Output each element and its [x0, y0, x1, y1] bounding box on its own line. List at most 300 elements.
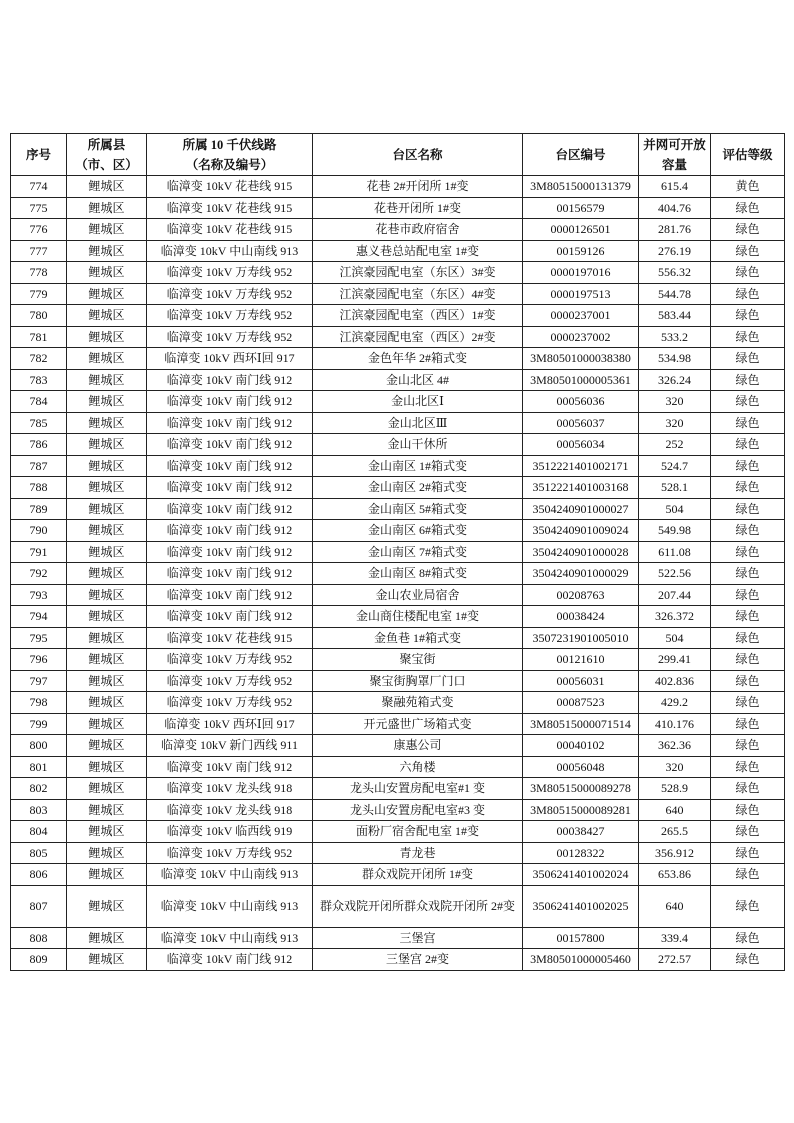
cell-area-name: 金山商住楼配电室 1#变 — [313, 606, 523, 628]
cell-line: 临漳变 10kV 南门线 912 — [147, 434, 313, 456]
cell-county: 鲤城区 — [67, 305, 147, 327]
cell-capacity: 272.57 — [639, 949, 711, 971]
header-area-code: 台区编号 — [523, 134, 639, 176]
cell-seq: 781 — [11, 326, 67, 348]
cell-area-code: 3M80501000038380 — [523, 348, 639, 370]
cell-seq: 777 — [11, 240, 67, 262]
cell-county: 鲤城区 — [67, 885, 147, 927]
cell-line: 临漳变 10kV 南门线 912 — [147, 412, 313, 434]
header-area-name: 台区名称 — [313, 134, 523, 176]
cell-area-code: 00121610 — [523, 649, 639, 671]
cell-grade: 绿色 — [711, 520, 785, 542]
cell-area-name: 江滨豪园配电室（东区）3#变 — [313, 262, 523, 284]
cell-seq: 780 — [11, 305, 67, 327]
cell-line: 临漳变 10kV 新门西线 911 — [147, 735, 313, 757]
table-row — [11, 842, 785, 864]
cell-area-code: 3M80515000089278 — [523, 778, 639, 800]
cell-seq: 776 — [11, 219, 67, 241]
cell-grade: 绿色 — [711, 240, 785, 262]
cell-area-name: 花巷开闭所 1#变 — [313, 197, 523, 219]
table-row — [11, 627, 785, 649]
cell-capacity: 326.372 — [639, 606, 711, 628]
cell-area-code: 00128322 — [523, 842, 639, 864]
table-row — [11, 369, 785, 391]
cell-area-name: 龙头山安置房配电室#3 变 — [313, 799, 523, 821]
cell-grade: 绿色 — [711, 219, 785, 241]
cell-area-name: 聚宝街 — [313, 649, 523, 671]
cell-grade: 绿色 — [711, 477, 785, 499]
header-county-l2: （市、区） — [75, 157, 138, 172]
cell-line: 临漳变 10kV 万寿线 952 — [147, 670, 313, 692]
cell-grade: 绿色 — [711, 627, 785, 649]
table-row — [11, 412, 785, 434]
cell-county: 鲤城区 — [67, 176, 147, 198]
table-row — [11, 670, 785, 692]
cell-grade: 绿色 — [711, 412, 785, 434]
cell-capacity: 522.56 — [639, 563, 711, 585]
cell-capacity: 640 — [639, 799, 711, 821]
cell-grade: 绿色 — [711, 262, 785, 284]
cell-seq: 802 — [11, 778, 67, 800]
cell-area-code: 3504240901000027 — [523, 498, 639, 520]
cell-county: 鲤城区 — [67, 713, 147, 735]
cell-seq: 800 — [11, 735, 67, 757]
cell-capacity: 265.5 — [639, 821, 711, 843]
cell-county: 鲤城区 — [67, 949, 147, 971]
cell-seq: 785 — [11, 412, 67, 434]
cell-area-name: 金山南区 6#箱式变 — [313, 520, 523, 542]
cell-county: 鲤城区 — [67, 584, 147, 606]
cell-area-name: 金山农业局宿舍 — [313, 584, 523, 606]
cell-area-name: 花巷市政府宿舍 — [313, 219, 523, 241]
cell-area-code: 00040102 — [523, 735, 639, 757]
cell-line: 临漳变 10kV 万寿线 952 — [147, 649, 313, 671]
cell-grade: 绿色 — [711, 949, 785, 971]
cell-seq: 792 — [11, 563, 67, 585]
header-line-l1: 所属 10 千伏线路 — [182, 137, 277, 152]
cell-seq: 805 — [11, 842, 67, 864]
table-row — [11, 649, 785, 671]
cell-capacity: 504 — [639, 498, 711, 520]
cell-line: 临漳变 10kV 南门线 912 — [147, 391, 313, 413]
cell-grade: 绿色 — [711, 670, 785, 692]
cell-capacity: 653.86 — [639, 864, 711, 886]
table-body — [11, 176, 785, 971]
cell-line: 临漳变 10kV 南门线 912 — [147, 756, 313, 778]
cell-county: 鲤城区 — [67, 262, 147, 284]
header-row — [11, 134, 785, 176]
cell-area-code: 0000237001 — [523, 305, 639, 327]
cell-seq: 775 — [11, 197, 67, 219]
cell-area-code: 00157800 — [523, 927, 639, 949]
cell-county: 鲤城区 — [67, 369, 147, 391]
cell-line: 临漳变 10kV 南门线 912 — [147, 584, 313, 606]
cell-county: 鲤城区 — [67, 756, 147, 778]
cell-county: 鲤城区 — [67, 606, 147, 628]
cell-seq: 806 — [11, 864, 67, 886]
table-row — [11, 520, 785, 542]
cell-line: 临漳变 10kV 南门线 912 — [147, 477, 313, 499]
cell-seq: 787 — [11, 455, 67, 477]
table-row — [11, 606, 785, 628]
cell-grade: 绿色 — [711, 649, 785, 671]
cell-line: 临漳变 10kV 南门线 912 — [147, 949, 313, 971]
cell-capacity: 640 — [639, 885, 711, 927]
cell-capacity: 410.176 — [639, 713, 711, 735]
cell-area-name: 金山南区 8#箱式变 — [313, 563, 523, 585]
cell-capacity: 299.41 — [639, 649, 711, 671]
cell-capacity: 556.32 — [639, 262, 711, 284]
cell-capacity: 504 — [639, 627, 711, 649]
cell-capacity: 549.98 — [639, 520, 711, 542]
cell-area-name: 金山南区 5#箱式变 — [313, 498, 523, 520]
table-row — [11, 799, 785, 821]
cell-area-name: 群众戏院开闭所群众戏院开闭所 2#变 — [313, 885, 523, 927]
cell-line: 临漳变 10kV 中山南线 913 — [147, 927, 313, 949]
cell-area-code: 3M80515000089281 — [523, 799, 639, 821]
cell-line: 临漳变 10kV 南门线 912 — [147, 520, 313, 542]
cell-area-code: 00056036 — [523, 391, 639, 413]
cell-county: 鲤城区 — [67, 692, 147, 714]
cell-grade: 绿色 — [711, 455, 785, 477]
cell-county: 鲤城区 — [67, 283, 147, 305]
cell-seq: 801 — [11, 756, 67, 778]
cell-area-code: 00056048 — [523, 756, 639, 778]
cell-capacity: 583.44 — [639, 305, 711, 327]
cell-county: 鲤城区 — [67, 927, 147, 949]
cell-capacity: 611.08 — [639, 541, 711, 563]
cell-capacity: 362.36 — [639, 735, 711, 757]
cell-seq: 779 — [11, 283, 67, 305]
cell-capacity: 534.98 — [639, 348, 711, 370]
cell-area-code: 3506241401002025 — [523, 885, 639, 927]
cell-grade: 绿色 — [711, 778, 785, 800]
table-row — [11, 821, 785, 843]
table-row — [11, 262, 785, 284]
cell-area-name: 康惠公司 — [313, 735, 523, 757]
table-row — [11, 197, 785, 219]
cell-area-code: 0000237002 — [523, 326, 639, 348]
table-row — [11, 927, 785, 949]
cell-capacity: 528.9 — [639, 778, 711, 800]
cell-grade: 绿色 — [711, 735, 785, 757]
cell-area-name: 江滨豪园配电室（西区）2#变 — [313, 326, 523, 348]
cell-area-code: 3M80515000071514 — [523, 713, 639, 735]
cell-grade: 绿色 — [711, 821, 785, 843]
cell-grade: 绿色 — [711, 885, 785, 927]
cell-area-name: 金山南区 2#箱式变 — [313, 477, 523, 499]
cell-area-name: 金鱼巷 1#箱式变 — [313, 627, 523, 649]
cell-seq: 778 — [11, 262, 67, 284]
table-row — [11, 219, 785, 241]
cell-area-name: 六角楼 — [313, 756, 523, 778]
cell-seq: 784 — [11, 391, 67, 413]
table-row — [11, 326, 785, 348]
cell-capacity: 320 — [639, 412, 711, 434]
cell-capacity: 320 — [639, 391, 711, 413]
cell-grade: 绿色 — [711, 305, 785, 327]
cell-seq: 774 — [11, 176, 67, 198]
cell-capacity: 524.7 — [639, 455, 711, 477]
cell-seq: 796 — [11, 649, 67, 671]
cell-area-code: 3504240901000029 — [523, 563, 639, 585]
cell-grade: 绿色 — [711, 498, 785, 520]
cell-line: 临漳变 10kV 万寿线 952 — [147, 305, 313, 327]
cell-line: 临漳变 10kV 万寿线 952 — [147, 326, 313, 348]
cell-area-code: 3M80501000005460 — [523, 949, 639, 971]
cell-capacity: 276.19 — [639, 240, 711, 262]
cell-area-code: 3M80501000005361 — [523, 369, 639, 391]
cell-capacity: 404.76 — [639, 197, 711, 219]
header-capacity-l1: 并网可开放 — [643, 137, 706, 152]
cell-capacity: 320 — [639, 756, 711, 778]
cell-line: 临漳变 10kV 南门线 912 — [147, 606, 313, 628]
cell-line: 临漳变 10kV 龙头线 918 — [147, 799, 313, 821]
cell-seq: 786 — [11, 434, 67, 456]
table-row — [11, 434, 785, 456]
capacity-table — [10, 133, 785, 971]
table-row — [11, 713, 785, 735]
cell-grade: 绿色 — [711, 434, 785, 456]
cell-line: 临漳变 10kV 南门线 912 — [147, 498, 313, 520]
cell-grade: 绿色 — [711, 584, 785, 606]
table-row — [11, 391, 785, 413]
cell-area-code: 3M80515000131379 — [523, 176, 639, 198]
table-row — [11, 455, 785, 477]
cell-area-code: 00208763 — [523, 584, 639, 606]
cell-area-name: 三堡宫 — [313, 927, 523, 949]
table-row — [11, 283, 785, 305]
cell-grade: 绿色 — [711, 326, 785, 348]
cell-seq: 808 — [11, 927, 67, 949]
header-capacity-l2: 容量 — [661, 157, 687, 172]
table-row — [11, 305, 785, 327]
table-row — [11, 692, 785, 714]
cell-capacity: 544.78 — [639, 283, 711, 305]
cell-grade: 绿色 — [711, 756, 785, 778]
cell-capacity: 533.2 — [639, 326, 711, 348]
cell-line: 临漳变 10kV 中山南线 913 — [147, 885, 313, 927]
cell-area-code: 0000126501 — [523, 219, 639, 241]
cell-area-name: 群众戏院开闭所 1#变 — [313, 864, 523, 886]
cell-county: 鲤城区 — [67, 520, 147, 542]
cell-capacity: 252 — [639, 434, 711, 456]
cell-area-name: 江滨豪园配电室（西区）1#变 — [313, 305, 523, 327]
cell-area-name: 惠义巷总站配电室 1#变 — [313, 240, 523, 262]
cell-seq: 797 — [11, 670, 67, 692]
cell-county: 鲤城区 — [67, 498, 147, 520]
cell-county: 鲤城区 — [67, 649, 147, 671]
table-row — [11, 885, 785, 927]
cell-area-name: 青龙巷 — [313, 842, 523, 864]
cell-area-code: 3506241401002024 — [523, 864, 639, 886]
table-row — [11, 498, 785, 520]
cell-county: 鲤城区 — [67, 778, 147, 800]
cell-seq: 794 — [11, 606, 67, 628]
cell-grade: 绿色 — [711, 799, 785, 821]
cell-seq: 804 — [11, 821, 67, 843]
header-seq: 序号 — [11, 134, 67, 176]
cell-capacity: 326.24 — [639, 369, 711, 391]
header-grade: 评估等级 — [711, 134, 785, 176]
cell-area-code: 00038427 — [523, 821, 639, 843]
cell-line: 临漳变 10kV 南门线 912 — [147, 541, 313, 563]
cell-county: 鲤城区 — [67, 219, 147, 241]
cell-area-name: 金山南区 1#箱式变 — [313, 455, 523, 477]
cell-county: 鲤城区 — [67, 240, 147, 262]
cell-area-name: 江滨豪园配电室（东区）4#变 — [313, 283, 523, 305]
cell-seq: 788 — [11, 477, 67, 499]
table-row — [11, 563, 785, 585]
table-row — [11, 240, 785, 262]
cell-area-code: 3507231901005010 — [523, 627, 639, 649]
cell-grade: 绿色 — [711, 927, 785, 949]
cell-county: 鲤城区 — [67, 627, 147, 649]
cell-area-name: 金山北区Ⅲ — [313, 412, 523, 434]
cell-grade: 绿色 — [711, 391, 785, 413]
header-line-l2: （名称及编号） — [185, 157, 274, 172]
cell-line: 临漳变 10kV 万寿线 952 — [147, 283, 313, 305]
cell-line: 临漳变 10kV 花巷线 915 — [147, 219, 313, 241]
cell-area-name: 金山北区 4# — [313, 369, 523, 391]
cell-line: 临漳变 10kV 临西线 919 — [147, 821, 313, 843]
cell-county: 鲤城区 — [67, 821, 147, 843]
cell-line: 临漳变 10kV 西环Ⅰ回 917 — [147, 713, 313, 735]
cell-area-code: 0000197513 — [523, 283, 639, 305]
cell-line: 临漳变 10kV 中山南线 913 — [147, 864, 313, 886]
cell-capacity: 429.2 — [639, 692, 711, 714]
cell-line: 临漳变 10kV 花巷线 915 — [147, 176, 313, 198]
cell-county: 鲤城区 — [67, 670, 147, 692]
header-capacity — [639, 134, 711, 176]
cell-grade: 绿色 — [711, 842, 785, 864]
cell-capacity: 528.1 — [639, 477, 711, 499]
cell-county: 鲤城区 — [67, 197, 147, 219]
cell-area-name: 聚宝街胸罩厂门口 — [313, 670, 523, 692]
cell-grade: 绿色 — [711, 692, 785, 714]
cell-seq: 807 — [11, 885, 67, 927]
table-row — [11, 176, 785, 198]
cell-area-code: 00159126 — [523, 240, 639, 262]
cell-seq: 790 — [11, 520, 67, 542]
cell-grade: 绿色 — [711, 197, 785, 219]
cell-capacity: 615.4 — [639, 176, 711, 198]
cell-county: 鲤城区 — [67, 412, 147, 434]
cell-area-code: 00056034 — [523, 434, 639, 456]
cell-county: 鲤城区 — [67, 799, 147, 821]
cell-line: 临漳变 10kV 万寿线 952 — [147, 262, 313, 284]
cell-area-name: 花巷 2#开闭所 1#变 — [313, 176, 523, 198]
cell-county: 鲤城区 — [67, 864, 147, 886]
table-row — [11, 584, 785, 606]
cell-seq: 782 — [11, 348, 67, 370]
cell-area-name: 开元盛世广场箱式变 — [313, 713, 523, 735]
table-row — [11, 949, 785, 971]
cell-line: 临漳变 10kV 西环Ⅰ回 917 — [147, 348, 313, 370]
cell-capacity: 339.4 — [639, 927, 711, 949]
cell-seq: 789 — [11, 498, 67, 520]
cell-area-name: 三堡宫 2#变 — [313, 949, 523, 971]
cell-seq: 798 — [11, 692, 67, 714]
cell-grade: 绿色 — [711, 606, 785, 628]
cell-grade: 绿色 — [711, 283, 785, 305]
cell-grade: 黄色 — [711, 176, 785, 198]
cell-grade: 绿色 — [711, 369, 785, 391]
cell-line: 临漳变 10kV 花巷线 915 — [147, 627, 313, 649]
cell-capacity: 402.836 — [639, 670, 711, 692]
cell-county: 鲤城区 — [67, 434, 147, 456]
cell-area-code: 3512221401002171 — [523, 455, 639, 477]
cell-county: 鲤城区 — [67, 842, 147, 864]
cell-county: 鲤城区 — [67, 563, 147, 585]
table-row — [11, 477, 785, 499]
table-row — [11, 348, 785, 370]
cell-line: 临漳变 10kV 南门线 912 — [147, 455, 313, 477]
cell-seq: 803 — [11, 799, 67, 821]
cell-area-code: 00087523 — [523, 692, 639, 714]
cell-capacity: 207.44 — [639, 584, 711, 606]
cell-grade: 绿色 — [711, 541, 785, 563]
cell-area-name: 面粉厂宿舍配电室 1#变 — [313, 821, 523, 843]
cell-line: 临漳变 10kV 万寿线 952 — [147, 692, 313, 714]
cell-grade: 绿色 — [711, 563, 785, 585]
header-line — [147, 134, 313, 176]
cell-area-code: 00056037 — [523, 412, 639, 434]
header-county — [67, 134, 147, 176]
cell-line: 临漳变 10kV 中山南线 913 — [147, 240, 313, 262]
cell-area-code: 00038424 — [523, 606, 639, 628]
table-row — [11, 541, 785, 563]
cell-county: 鲤城区 — [67, 735, 147, 757]
cell-area-name: 金山干休所 — [313, 434, 523, 456]
cell-grade: 绿色 — [711, 864, 785, 886]
table-row — [11, 778, 785, 800]
cell-capacity: 281.76 — [639, 219, 711, 241]
cell-seq: 793 — [11, 584, 67, 606]
cell-seq: 783 — [11, 369, 67, 391]
table-row — [11, 756, 785, 778]
cell-county: 鲤城区 — [67, 455, 147, 477]
cell-grade: 绿色 — [711, 348, 785, 370]
cell-line: 临漳变 10kV 南门线 912 — [147, 563, 313, 585]
cell-county: 鲤城区 — [67, 477, 147, 499]
cell-county: 鲤城区 — [67, 348, 147, 370]
cell-area-code: 3512221401003168 — [523, 477, 639, 499]
cell-seq: 791 — [11, 541, 67, 563]
cell-area-code: 3504240901000028 — [523, 541, 639, 563]
cell-area-code: 0000197016 — [523, 262, 639, 284]
cell-area-name: 龙头山安置房配电室#1 变 — [313, 778, 523, 800]
table-row — [11, 864, 785, 886]
cell-area-code: 00156579 — [523, 197, 639, 219]
cell-county: 鲤城区 — [67, 391, 147, 413]
cell-county: 鲤城区 — [67, 541, 147, 563]
cell-area-name: 聚融苑箱式变 — [313, 692, 523, 714]
cell-seq: 809 — [11, 949, 67, 971]
cell-grade: 绿色 — [711, 713, 785, 735]
cell-area-code: 3504240901009024 — [523, 520, 639, 542]
cell-capacity: 356.912 — [639, 842, 711, 864]
cell-line: 临漳变 10kV 万寿线 952 — [147, 842, 313, 864]
cell-line: 临漳变 10kV 花巷线 915 — [147, 197, 313, 219]
cell-area-name: 金山南区 7#箱式变 — [313, 541, 523, 563]
cell-line: 临漳变 10kV 龙头线 918 — [147, 778, 313, 800]
cell-seq: 799 — [11, 713, 67, 735]
table-row — [11, 735, 785, 757]
cell-area-name: 金山北区Ⅰ — [313, 391, 523, 413]
cell-county: 鲤城区 — [67, 326, 147, 348]
cell-line: 临漳变 10kV 南门线 912 — [147, 369, 313, 391]
